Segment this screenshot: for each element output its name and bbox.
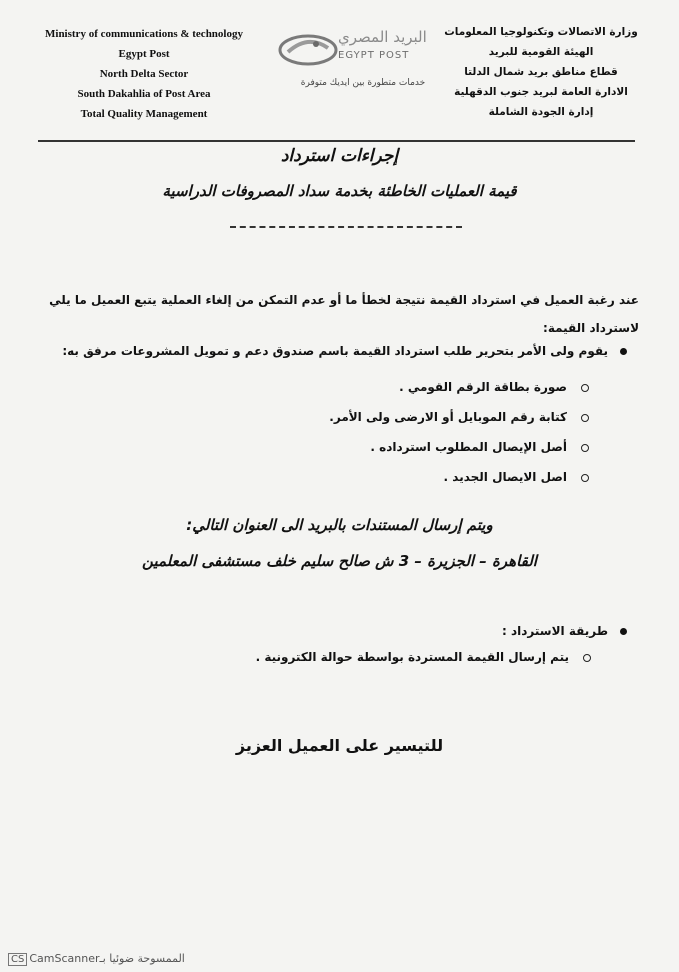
header-right-line: قطاع مناطق بريد شمال الدلتا	[464, 66, 618, 78]
refund-method-item	[191, 650, 591, 664]
main-bullet	[37, 344, 627, 358]
header-left-line: South Dakahlia of Post Area	[77, 88, 211, 100]
circle-bullet-icon	[581, 384, 589, 392]
header-right-line: الادارة العامة لبريد جنوب الدقهلية	[454, 86, 628, 98]
mailing-address: القاهرة – الجزيرة – 3 ش صالح سليم خلف مستشفى المعلمين	[142, 552, 537, 570]
header-divider	[38, 140, 635, 142]
refund-method-heading-text: طريقة الاسترداد :	[502, 624, 608, 638]
camscanner-badge: CS	[8, 953, 27, 966]
scanned-with-text: الممسوحة ضوئيا بـ	[99, 952, 185, 965]
attachment-text: أصل الإيصال المطلوب استرداده .	[370, 440, 567, 454]
header-left-line: Total Quality Management	[80, 108, 208, 120]
logo-tagline: خدمات متطورة بين ايديك متوفرة	[300, 78, 426, 88]
list-item	[189, 402, 589, 432]
bullet-dot-icon	[620, 348, 627, 355]
closing-line: للتيسير على العميل العزيز	[235, 736, 444, 755]
refund-method-item-text: يتم إرسال القيمة المستردة بواسطة حوالة الكترونية .	[255, 650, 569, 664]
attachment-text: اصل الايصال الجديد .	[443, 470, 567, 484]
header-right-block	[431, 22, 651, 122]
bullet-dot-icon	[620, 628, 627, 635]
header-right-line: إدارة الجودة الشاملة	[488, 106, 594, 118]
send-documents-note: ويتم إرسال المستندات بالبريد الى العنوان التالي:	[186, 516, 493, 534]
camscanner-app-name: CamScanner	[29, 952, 100, 965]
attachments-list	[189, 372, 589, 492]
circle-bullet-icon	[581, 414, 589, 422]
refund-method-heading	[227, 624, 627, 638]
dashed-divider	[230, 226, 462, 228]
list-item	[189, 432, 589, 462]
header-left-line: Egypt Post	[118, 48, 170, 60]
header-right-line: الهيئة القومية للبريد	[488, 46, 594, 58]
list-item	[189, 462, 589, 492]
header-right-line: وزارة الاتصالات وتكنولوجيا المعلومات	[444, 26, 638, 38]
egypt-post-logo	[268, 26, 458, 98]
header-left-line: Ministry of communications & technology	[45, 28, 243, 40]
circle-bullet-icon	[581, 474, 589, 482]
circle-bullet-icon	[581, 444, 589, 452]
list-item	[189, 372, 589, 402]
attachment-text: صورة بطاقة الرقم القومي .	[399, 380, 567, 394]
attachment-text: كتابة رقم الموبايل أو الارضى ولى الأمر.	[329, 410, 567, 424]
egypt-post-emblem-icon	[276, 30, 340, 70]
logo-arabic-name: البريد المصري	[338, 28, 427, 46]
header-left-block	[28, 24, 260, 124]
document-subtitle: قيمة العمليات الخاطئة بخدمة سداد المصروفات الدراسية	[162, 182, 517, 200]
scanner-watermark	[8, 952, 193, 966]
logo-english-name: EGYPT POST	[338, 50, 410, 61]
document-title: إجراءات استرداد	[280, 146, 399, 166]
header-left-line: North Delta Sector	[99, 68, 189, 80]
intro-paragraph: عند رغبة العميل في استرداد القيمة نتيجة لخطأ ما أو عدم التمكن من إلغاء العملية يتبع العميل ما يلي لاسترداد القيمة:	[49, 293, 639, 335]
main-bullet-text: يقوم ولى الأمر بتحرير طلب استرداد القيمة باسم صندوق دعم و تمويل المشروعات مرفق به:	[62, 344, 608, 358]
circle-bullet-icon	[583, 654, 591, 662]
